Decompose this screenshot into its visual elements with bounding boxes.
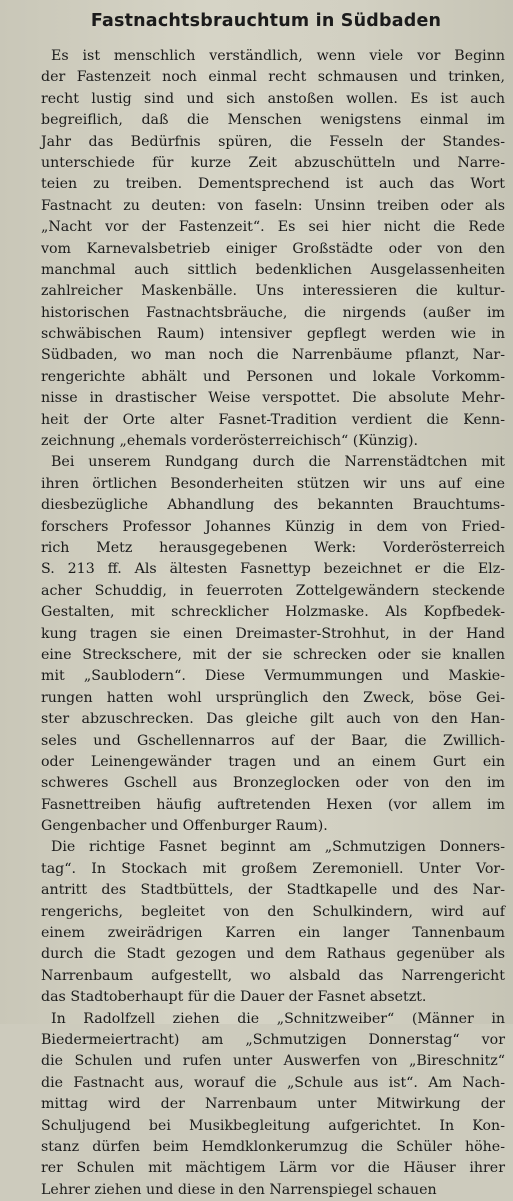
- article-title: Fastnachtsbrauchtum in Südbaden: [90, 11, 442, 31]
- text-line: tag“. In Stockach mit großem Zeremoniell. Unter Vor-: [41, 860, 505, 877]
- text-line: teien zu treiben. Dementsprechend ist auch das Wort: [41, 176, 505, 193]
- text-line: schweres Gschell aus Bronzeglocken oder von den im: [41, 775, 505, 792]
- text-line: recht lustig sind und sich anstoßen wollen. Es ist auch: [41, 90, 505, 107]
- text-line: Fasnettreiben häufig auftretenden Hexen (vor allem im: [41, 796, 505, 813]
- text-line: unterschiede für kurze Zeit abzuschütteln und Narre-: [41, 154, 505, 171]
- text-line: diesbezügliche Abhandlung des bekannten Brauchtums-: [41, 497, 505, 514]
- text-line: rich Metz herausgegebenen Werk: Vorderösterreich: [41, 539, 505, 556]
- text-line: einem zweirädrigen Karren ein langer Tannenbaum: [41, 925, 505, 942]
- text-line: antritt des Stadtbüttels, der Stadtkapelle und des Nar-: [41, 882, 505, 899]
- text-line: rengerichte abhält und Personen und lokale Vorkomm-: [41, 368, 505, 385]
- text-line: Schuljugend bei Musikbegleitung aufgerichtet. In Kon-: [41, 1117, 505, 1134]
- text-line: Lehrer ziehen und diese in den Narrenspiegel schauen: [41, 1181, 437, 1198]
- article: [27, 10, 505, 1201]
- text-line: Südbaden, wo man noch die Narrenbäume pflanzt, Nar-: [41, 347, 505, 364]
- text-line: ihren örtlichen Besonderheiten stützen wir uns auf eine: [41, 475, 505, 492]
- text-line: die Fastnacht aus, worauf die „Schule aus ist“. Am Nach-: [41, 1074, 505, 1091]
- text-line: acher Schuddig, in feuerroten Zottelgewändern steckende: [41, 582, 505, 599]
- text-line: der Fastenzeit noch einmal recht schmausen und trinken,: [41, 69, 505, 86]
- text-line: rengerichs, begleitet von den Schulkindern, wird auf: [41, 903, 505, 920]
- text-line: Biedermeiertracht) am „Schmutzigen Donnerstag“ vor: [41, 1031, 505, 1048]
- article-paragraph: [27, 46, 505, 452]
- text-line: mittag wird der Narrenbaum unter Mitwirkung der: [41, 1096, 505, 1113]
- article-body: [27, 46, 505, 1201]
- text-line: kung tragen sie einen Dreimaster-Strohhut, in der Hand: [41, 625, 505, 642]
- text-line: forschers Professor Johannes Künzig in dem von Fried-: [41, 518, 505, 535]
- text-line: Narrenbaum aufgestellt, wo alsbald das Narrengericht: [41, 967, 505, 984]
- article-paragraph: [27, 1009, 505, 1201]
- text-line: durch die Stadt gezogen und dem Rathaus gegenüber als: [41, 946, 505, 963]
- text-line: die Schulen und rufen unter Auswerfen von „Bireschnitz“: [41, 1053, 505, 1070]
- text-line: seles und Gschellennarros auf der Baar, die Zwillich-: [41, 732, 505, 749]
- text-line: schwäbischen Raum) intensiver gepflegt werden wie in: [41, 326, 505, 343]
- text-line: Es ist menschlich verständlich, wenn viele vor Beginn: [51, 48, 505, 64]
- text-line: Jahr das Bedürfnis spüren, die Fesseln der Standes-: [41, 133, 505, 150]
- text-line: eine Streckschere, mit der sie schrecken oder sie knallen: [41, 646, 505, 663]
- text-line: S. 213 ff. Als ältesten Fasnettyp bezeichnet er die Elz-: [41, 561, 505, 578]
- text-line: Bei unserem Rundgang durch die Narrenstädtchen mit: [51, 454, 505, 471]
- text-line: vom Karnevalsbetrieb einiger Großstädte oder von den: [41, 240, 505, 257]
- text-line: das Stadtoberhaupt für die Dauer der Fasnet absetzt.: [41, 989, 427, 1006]
- text-line: In Radolfzell ziehen die „Schnitzweiber“ (Männer in: [51, 1010, 505, 1027]
- text-line: heit der Orte alter Fasnet-Tradition verdient die Kenn-: [41, 411, 505, 428]
- article-paragraph: [27, 452, 505, 837]
- text-line: mit „Saublodern“. Diese Vermummungen und Maskie-: [41, 668, 505, 685]
- text-line: „Nacht vor der Fastenzeit“. Es sei hier nicht die Rede: [41, 219, 505, 236]
- text-line: Gengenbacher und Offenburger Raum).: [41, 818, 328, 835]
- article-paragraph: [27, 837, 505, 1008]
- text-line: zahlreicher Maskenbälle. Uns interessieren die kultur-: [41, 283, 505, 300]
- text-line: manchmal auch sittlich bedenklichen Ausgelassenheiten: [41, 261, 505, 278]
- text-line: Gestalten, mit schrecklicher Holzmaske. Als Kopfbedek-: [41, 604, 505, 621]
- text-line: Die richtige Fasnet beginnt am „Schmutzigen Donners-: [51, 839, 505, 856]
- text-line: stanz dürfen beim Hemdklonkerumzug die Schüler höhe-: [41, 1138, 505, 1155]
- text-line: rer Schulen mit mächtigem Lärm vor die Häuser ihrer: [41, 1160, 505, 1177]
- text-line: Fastnacht zu deuten: von faseln: Unsinn treiben oder als: [41, 197, 505, 214]
- text-line: zeichnung „ehemals vorderösterreichisch“ (Künzig).: [41, 433, 419, 450]
- text-line: nisse in drastischer Weise verspottet. Die absolute Mehr-: [41, 390, 505, 407]
- text-line: historischen Fastnachtsbräuche, die nirgends (außer im: [41, 304, 505, 321]
- text-line: rungen hatten wohl ursprünglich den Zweck, böse Gei-: [41, 689, 505, 706]
- text-line: begreiflich, daß die Menschen wenigstens einmal im: [41, 112, 505, 129]
- text-line: oder Leinengewänder tragen und an einem Gurt ein: [41, 753, 505, 770]
- text-line: ster abzuschrecken. Das gleiche gilt auch von den Han-: [41, 711, 505, 728]
